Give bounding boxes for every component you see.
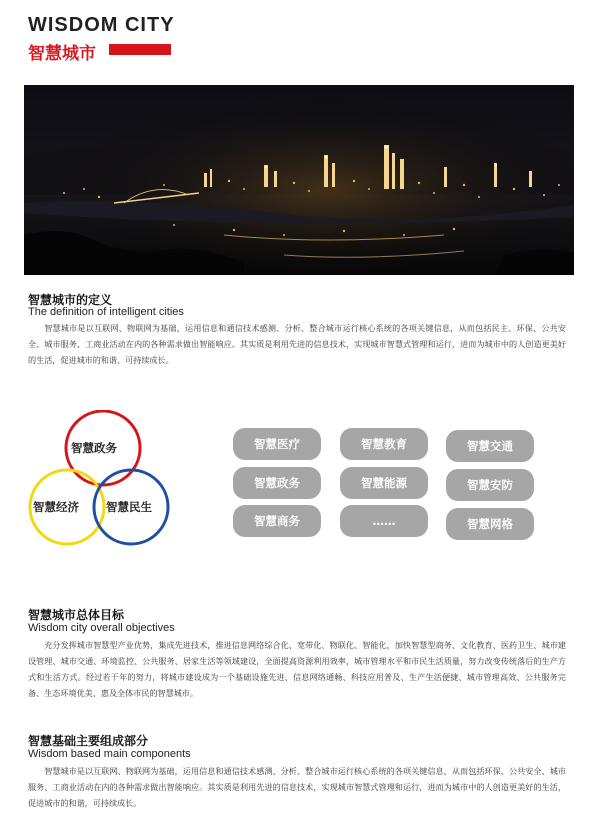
definition-title: 智慧城市的定义	[28, 293, 113, 307]
venn-label-left: 智慧经济	[33, 500, 79, 514]
brand-title-en: WISDOM CITY	[28, 14, 175, 36]
pill-more: ……	[340, 505, 428, 537]
brand-accent-bar	[109, 44, 171, 55]
venn-label-right: 智慧民生	[106, 500, 152, 514]
components-paragraph: 智慧城市是以互联网、物联网为基础，运用信息和通信技术感测、分析、整合城市运行核心系统的各项关键信息，从而包括环保、公共安全、城市服务、工商业活动在内的各种需求做出智能响应。其实质是利用先进的信息技术，实现城市智慧式管理和运行，进而为城市中的人创造更美好的生活，促进城市的和谐，可持续成长。	[28, 766, 566, 808]
definition-paragraph: 智慧城市是以互联网、物联网为基础，运用信息和通信技术感测、分析、整合城市运行核心系统的各项关键信息，从而包括民主、环保、公共安全、城市服务、工商业活动在内的各种需求做出智能响应。其实质是利用先进的信息技术，实现城市智慧式管理和运行，进而为城市中的人创造更美好的生活，促进城市的和谐、可持续成长。	[28, 323, 566, 365]
venn-diagram	[20, 410, 200, 550]
objectives-subtitle: Wisdom city overall objectives	[28, 622, 175, 634]
components-subtitle: Wisdom based main components	[28, 748, 191, 760]
components-title: 智慧基础主要组成部分	[28, 734, 149, 748]
pill-smart-grid: 智慧网格	[446, 508, 534, 540]
pill-smart-energy: 智慧能源	[340, 467, 428, 499]
objectives-paragraph: 充分发挥城市智慧型产业优势，集成先进技术，推进信息网络综合化、宽带化、物联化、智能化，加快智慧型商务、文化教育、医药卫生、城市建设管理、城市交通、环境监控、公共服务、居家生活等领域建设，全面提高资源利用效率，城市管理水平和市民生活质量，努力改变传统落后的生产方式和生活方式。经过若干年的努力，将城市建设成为一个基础设施先进、信息网络通畅、科技应用普及、生产生活便捷、城市管理高效、公共服务完备、生态环境优美、惠及全体市民的智慧城市。	[28, 640, 566, 698]
pill-smart-traffic: 智慧交通	[446, 430, 534, 462]
objectives-title: 智慧城市总体目标	[28, 608, 125, 622]
venn-label-top: 智慧政务	[71, 441, 117, 455]
pill-smart-government: 智慧政务	[233, 467, 321, 499]
city-night-photo	[24, 85, 574, 275]
pill-smart-medical: 智慧医疗	[233, 428, 321, 460]
brand-title-cn: 智慧城市	[28, 44, 96, 64]
definition-subtitle: The definition of intelligent cities	[28, 306, 184, 318]
pill-smart-security: 智慧安防	[446, 469, 534, 501]
pill-smart-education: 智慧教育	[340, 428, 428, 460]
pill-smart-commerce: 智慧商务	[233, 505, 321, 537]
